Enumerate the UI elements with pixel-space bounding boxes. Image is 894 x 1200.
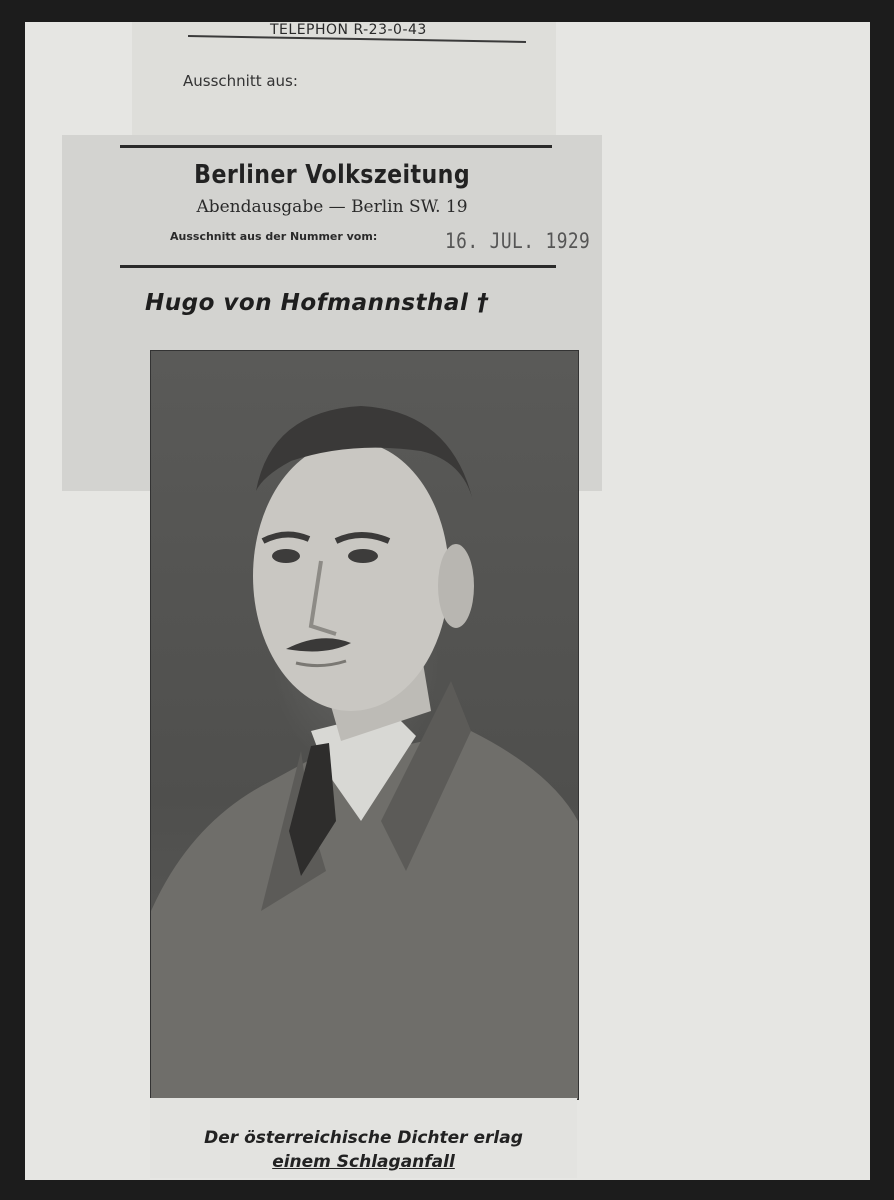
article-headline: Hugo von Hofmannsthal † xyxy=(145,290,489,316)
clipping-from-label: Ausschnitt aus: xyxy=(183,72,298,90)
edition-line: Abendausgabe — Berlin SW. 19 xyxy=(196,197,468,217)
caption-line-2: einem Schlaganfall xyxy=(272,1152,455,1172)
masthead-top-rule xyxy=(120,145,552,148)
masthead-bottom-rule xyxy=(120,265,556,268)
telephone-number: TELEPHON R-23-0-43 xyxy=(270,22,427,38)
portrait-photograph xyxy=(150,350,579,1100)
date-stamp: 16. JUL. 1929 xyxy=(445,229,591,253)
newspaper-name: Berliner Volkszeitung xyxy=(194,160,471,190)
portrait-illustration xyxy=(151,351,578,1099)
issue-date-label: Ausschnitt aus der Nummer vom: xyxy=(170,230,378,243)
caption-line-1: Der österreichische Dichter erlag xyxy=(204,1128,523,1148)
